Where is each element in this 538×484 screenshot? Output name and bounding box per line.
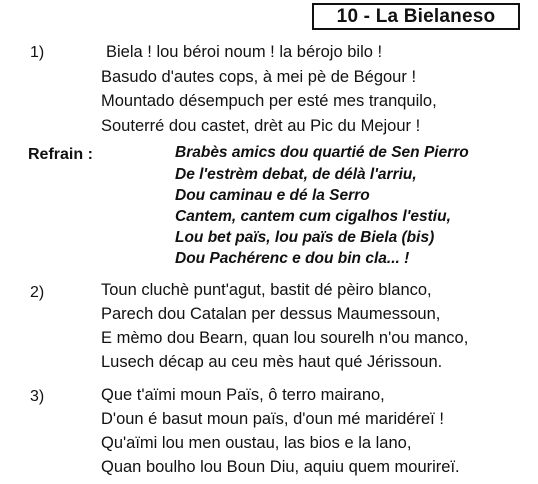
verse-1-line-3: Mountado désempuch per esté mes tranquilo, [101, 92, 437, 110]
refrain-line-2: De l'estrèm debat, de délà l'arriu, [175, 166, 417, 183]
verse-3-line-3: Qu'aïmi lou men oustau, las bios e la lano, [101, 434, 412, 452]
verse-2-line-1: Toun cluchè punt'agut, bastit dé pèiro blanco, [101, 281, 432, 299]
verse-3-line-1: Que t'aïmi moun Païs, ô terro mairano, [101, 386, 385, 404]
verse-1-number: 1) [30, 44, 45, 61]
verse-2-line-4: Lusech décap au ceu mès haut qué Jérissoun. [101, 353, 443, 371]
verse-2-number: 2) [30, 284, 45, 301]
refrain-line-3: Dou caminau e dé la Serro [175, 187, 370, 204]
verse-2-line-3: E mèmo dou Bearn, quan lou sourelh n'ou manco, [101, 329, 469, 347]
verse-1-line-1: Biela ! lou béroi noum ! la bérojo bilo ! [106, 43, 383, 61]
verse-1-line-2: Basudo d'autes cops, à mei pè de Bégour ! [101, 68, 417, 86]
refrain-line-4: Cantem, cantem cum cigalhos l'estiu, [175, 208, 451, 225]
refrain-line-6: Dou Pachérenc e dou bin cla... ! [175, 250, 410, 267]
refrain-label: Refrain : [28, 146, 93, 163]
verse-2-line-2: Parech dou Catalan per dessus Maumessoun, [101, 305, 441, 323]
song-title: 10 - La Bielaneso [312, 3, 520, 30]
verse-1-line-4: Souterré dou castet, drèt au Pic du Mejour ! [101, 117, 421, 135]
verse-3-line-4: Quan boulho lou Boun Diu, aquiu quem mourireï. [101, 458, 460, 476]
verse-3-line-2: D'oun é basut moun païs, d'oun mé maridéreï ! [101, 410, 444, 428]
refrain-line-1: Brabès amics dou quartié de Sen Pierro [175, 144, 469, 161]
refrain-line-5: Lou bet païs, lou païs de Biela (bis) [175, 229, 435, 246]
verse-3-number: 3) [30, 388, 45, 405]
